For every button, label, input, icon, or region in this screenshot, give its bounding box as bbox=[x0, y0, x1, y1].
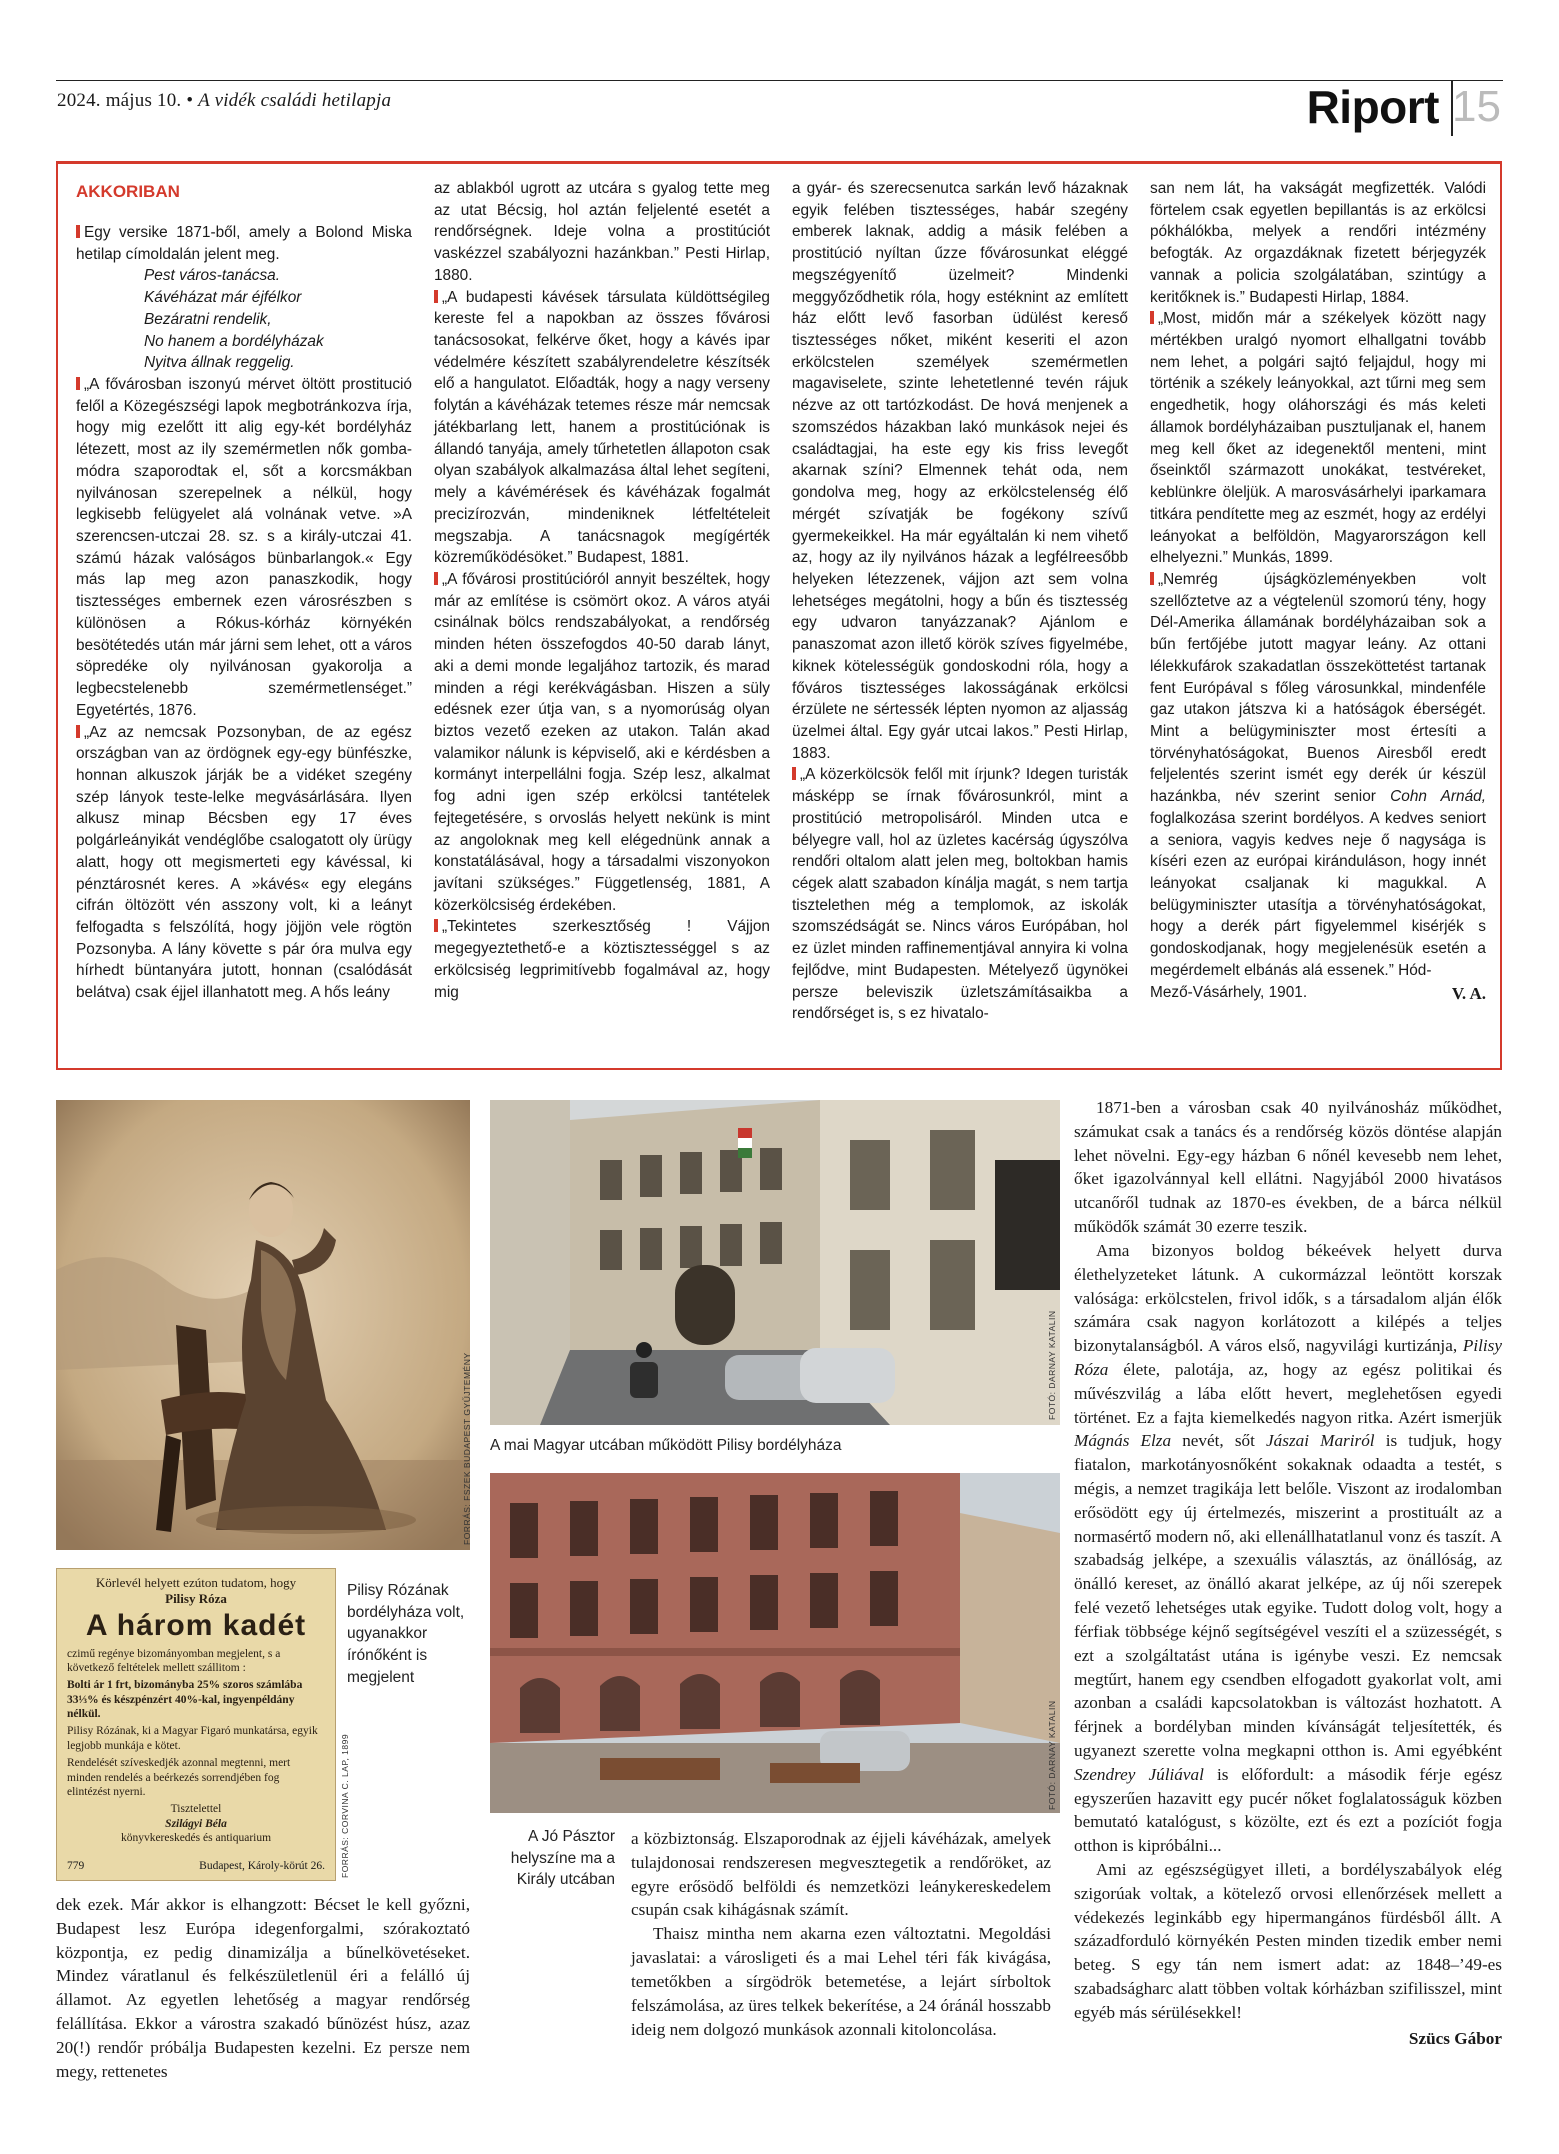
portrait-illustration bbox=[56, 1100, 470, 1550]
sidebar-poem: Pest város-tanácsa. Kávéházat már éjfélkor Bezáratni rendelik, No hanem a bordélyházak Nyitva állnak reggelig. bbox=[144, 267, 324, 372]
sidebar-paragraph: „Nemrég újságközleményekben volt szellőztetve az a végtelenül szomorú tény, hogy Dél-Amerika államának bordélyházaiban sok a bűn fertőjébe jutott magyar leány. Az ottani lélekkufárok szakadatlan összeköttetést tartanak fent Európával s főleg városunkkal, mindenféle gaz utakon játszva ki a hatóságok éberségét. Mint a belügyminiszter most értesíti a törvényhatóságokat, Buenos Airesből eredt feljelentés szerint ismét egy derék úr készül hazánkba, név szerint senior Cohn Arnád, foglalkozása szerint bordélyos. A kedves seniort a seniora, vagyis kedves neje ő nagysága is kíséri ezen az európai kiránduláson, hogy innét leányokat csaljanak ki magukkal. A belügyminiszter utasítja a törvényhatóságokat, hogy a derék párt figyelemmel kisérjék s gondoskodjanak, hogy megjelenésük esetén a megérdemelt elbánás alá essenek.” Hód- bbox=[1150, 570, 1486, 979]
body-paragraph: Ami az egészségügyet illeti, a bordélyszabályok elég szigorúak voltak, a kötelező orvosi ellenőrzések mellett a védekezés leginkább egy hipermangános fürdésből állt. A századforduló környékén Pesten minden tizedik ember nemi beteg. S egy tán nem ismert adat: az 1848–’49-es szabadságharc alatt többen voltak kórházban szifilisszel, mint egyéb más sérülésekkel! bbox=[1074, 1860, 1502, 2022]
sidebar-column-2 bbox=[434, 178, 770, 1058]
street-photo-magyar-utca bbox=[490, 1100, 1060, 1425]
sidebar-box bbox=[56, 161, 1502, 1070]
sidebar-paragraph: „Most, midőn már a székelyek között nagy mértékben uralgó nyomort elhallgatni tovább nem lehet, a polgári sajtó feljajdul, hogy mi történik a székely leányokkal, azt tűrni meg sem engedhetik, hogy oláhországi és más keleti államok bordélyházaiban pusztuljanak el, hanem meg kell őket az idegenektől menteni, mint őseinktől származott unokákat, testvéreket, keblünkre öleljük. A marosvásárhelyi iparkamara titkára pendítette meg az eszmét, hogy az erdélyi leányokat a belföldön, Magyarországon kell elhelyezni.” Munkás, 1899. bbox=[1150, 310, 1486, 567]
sidebar-column-4 bbox=[1150, 178, 1486, 1058]
sidebar-paragraph: a gyár- és szerecsenutca sarkán levő házaknak egyik felében tisztességes, habár szegény emberek laknak, addig a másik felében a prostitúció nyíltan űzze fővárosunkat eléggé megszégyenítő üzelmeit? Mindenki meggyőződhetik róla, hogy estéknint az említett ház előtt levő fasorban üdülést kereső tisztességes nőket, miként keseriti el azon erkölcstelen személyek szemérmetlen magaviselete, szinte lehetetlenné tevén rájuk nézve az ott tartózkodást. De hová menjenek a szomszédos házakban lakó munkások nejei és családtagjai, ha este egy kis friss levegőt akarnak színi? Elmennek tehát oda, nem gondolva meg, hogy az erkölcstelenség élő mérgét szívatják be fogékony szívű gyermekeikkel. Ha már egyáltalán ki nem vihető az, hogy az ily nyilvános házak a legféIreesőbb helyeken létezzenek, vájjon azt sem volna lehetséges megátolni, hogy a bűn és tisztesség egy udvaron tanyázzanak? Ajánlom e panaszomat azon illető körök szíves figyelmébe, kiknek kötelességük gondoskodni róla, hogy a főváros tisztességes lakosságának erkölcsi érzülete ne sértessék lépten nyomon az aljasság üzelmei által. Egy gyár utcai lakos.” Pesti Hirlap, 1883. bbox=[792, 180, 1128, 762]
sidebar-paragraph: az ablakból ugrott az utcára s gyalog tette meg az utat Bécsig, hol aztán feljelenté esetét a rendőrségnek. Ideje volna a prostitúciót vaskézzel szabályozni hazánkban.” Pesti Hirlap, 1880. bbox=[434, 180, 770, 284]
street-photo-kiraly-utca bbox=[490, 1473, 1060, 1813]
sidebar-paragraph: „A fővárosban iszonyú mérvet öltött prostitució felől a Közegészségi lapok megbotránkozva írja, hogy mig ezelőtt itt alig egy-két bordélyház létezett, most az ily szemérmetlen nők gomba-módra szaporodtak el, sőt a korcsmákban nyilvánosan szerepelnek a nélkül, hogy legkisebb felügyelet alá volnának vetve. »A szerencsen-utczai 28. sz. s a király-utczai 41. számú házak valóságos bünbarlangok.« Egy más lap meg azon panaszkodik, hogy tisztességes embernek ezen városrészben s különösen a Rókus-kórház környékén besötétedés után már járni sem lehet, ott a város söpredéke oly nyilvánosan gyakorolja a legbecstelenebb szemérmetlenséget.” Egyetértés, 1876. bbox=[76, 376, 412, 719]
issue-date-line: 2024. május 10. • A vidék családi hetilapja bbox=[57, 90, 392, 111]
sidebar-paragraph: „Az az nemcsak Pozsonyban, de az egész országban van az ördögnek egy-egy bünfészke, honnan alkuszok járják be a vidéket szegény szép lányok teste-lelke megvásárlására. Ilyen alkusz minap Bécsben egy 17 éves polgárleányikát vendéglőbe csalogatott oly ürügy alatt, hogy ott megismerteti egy kávéssal, ki pénztárosnét keres. A »kávés« egy elegáns cifrán öltözött vén asszony volt, ki a leányt felfogadta s felszólítá, hogy jöjjön vele rögtön Pozsonyba. A lány követte s pár óra mulva egy hírhedt büntanyára jutott, honnan (csalódását belátva) csak éjjel illanhatott meg. A hős leány bbox=[76, 723, 412, 1002]
body-column-left bbox=[56, 1893, 470, 2084]
sidebar-title: AKKORIBAN bbox=[76, 182, 180, 201]
ad-text: Tisztelettel bbox=[170, 1803, 222, 1816]
header-rule bbox=[56, 80, 1503, 81]
ad-text: Rendelését szíveskedjék azonnal megtenni, mert minden rendelés a beérkezés sorrendjében fog elintézést nyerni. bbox=[67, 1757, 291, 1798]
section-title: Riport bbox=[1306, 81, 1439, 133]
ad-text: Szilágyi Béla bbox=[165, 1817, 227, 1830]
photo-credit: FORRÁS: CORVINA C. LAP, 1899 bbox=[340, 1733, 350, 1878]
photo-credit: FORRÁS: FSZEK BUDAPEST GYŰJTEMÉNY bbox=[462, 1352, 472, 1545]
advertisement-clipping bbox=[56, 1568, 336, 1881]
sidebar-paragraph: „Tekintetes szerkesztőség ! Vájjon megegyeztethető-e a köztisztességgel s az erkölcsiség legprimitívebb fogalmával az, hogy mig bbox=[434, 918, 770, 1001]
ad-text: könyvkereskedés és antiquarium bbox=[120, 1832, 272, 1845]
ad-title: A három kadét bbox=[85, 1608, 307, 1642]
page-number: 15 bbox=[1452, 82, 1501, 131]
photo-credit: FOTÓ: DARNAY KATALIN bbox=[1047, 1310, 1057, 1420]
street2-caption: A Jó Pásztor helyszíne ma a Király utcában bbox=[510, 1828, 615, 1889]
body-paragraph: Thaisz mintha nem akarna ezen változtatni. Megoldási javaslatai: a városligeti és a mai Lehel téri fák kivágása, temetőkben a sírgödrök betemetése, a lejárt sírboltok felszámolása, az üres telkek bekerítése, a 24 óránál hosszabb ideig nem dolgozó munkások azonnali kitoloncolása. bbox=[631, 1924, 1051, 2039]
ad-text: Pilisy Rózának, ki a Magyar Figaró munkatársa, egyik legjobb munkája e kötet. bbox=[67, 1725, 318, 1752]
sidebar-paragraph: „A közerkölcsök felől mit írjunk? Idegen turisták másképp se írnak fővárosunkról, mint a prostitúció metropolisáról. Minden utca e bélyegre vall, hol az üzletes kacérság úgyszólva rendőri oltalom alatt jelen meg, boltokban hamis cégek alatt szabadon kínálja magát, s nem tartja tisztelethen még a templomok, az iskolák szomszédságát se. Nincs város Európában, hol ez üzlet minden raffinementjával annyira ki volna fejlődve, mint Budapesten. Mételyező ügynökei persze beleviszik üzletszámításaikba a rendőrséget is, s ez hivatalo- bbox=[792, 766, 1128, 1023]
body-column-right bbox=[1074, 1096, 1502, 2051]
sidebar-column-3 bbox=[792, 178, 1128, 1058]
ad-caption: Pilisy Rózának bordélyháza volt, ugyanakkor írónőként is megjelent bbox=[347, 1582, 465, 1686]
ad-text: Pilisy Róza bbox=[165, 1590, 227, 1606]
body-paragraph: 1871-ben a városban csak 40 nyilvánosház működhet, számukat csak a tanács és a rendőrség közös döntése alapján lehet növelni. Egy-egy házban 6 nőnél kevesebb nem lehet, őket igazolvánnyal kell ellátni. Nagyjából 2000 hivatásos utcanőről tudnak az 1870-es években, de a bárca nélkül működők számát 30 ezerre teszik. bbox=[1074, 1098, 1502, 1237]
portrait-photo bbox=[56, 1100, 470, 1550]
ad-text: Körlevél helyett ezúton tudatom, hogy bbox=[95, 1575, 297, 1590]
sidebar-signature-line: Mező-Vásárhely, 1901. V. A. bbox=[1150, 982, 1486, 1006]
photo-credit: FOTÓ: DARNAY KATALIN bbox=[1047, 1700, 1057, 1810]
sidebar-paragraph: san nem lát, ha vakságát megfizették. Valódi förtelem csak egyetlen bepillantás is az erkölcsi pókhálókba, melyek a rendőri intézmény befogták. Az orgazdáknak fizetett bérjegyzék vannak a policia szolgálatában, szintúgy a keritőknek is.” Budapesti Hirlap, 1884. bbox=[1150, 180, 1486, 306]
street1-caption: A mai Magyar utcában működött Pilisy bordélyháza bbox=[490, 1437, 842, 1454]
body-paragraph: dek ezek. Már akkor is elhangzott: Bécset le kell győzni, Budapest lesz Európa idegenforgalmi, szórakoztató központja, ez pedig dinamizálja a bűnelkövetéseket. Mindez váratlanul és felkészületlenül éri a felálló új államot. Az egyetlen lehetőség a magyar rendőrség felállítása. Ekkor a várostra szakadó bűnözést húsz, azaz 20(!) rendőr próbálja Budapesten kezelni. Ez persze nem megy, rettenetes bbox=[56, 1895, 470, 2081]
sidebar-column-1 bbox=[76, 178, 412, 1058]
body-paragraph: Ama bizonyos boldog békeévek helyett durva élethelyzeteket látunk. A cukormázzal leöntött korszak valósága: erkölcstelen, frivol idők, s a társadalom alján élők számára csak nagyon korlátozott a kilépés a teljes bizonytalanságból. A város első, nagyvilági kurtizánja, Pilisy Róza élete, palotája, az, hogy az egész politikai és művészvilág a lába előtt hevert, meglehetősen egyedi történet. Ez a fajta kiemelkedés nagyon ritka. Azért ismerjük Mágnás Elza nevét, sőt Jászai Mariról is tudjuk, hogy fiatalon, markotányosnőként sokaknak odaadta a testét, s mégis, a nemzet tragikája lett belőle. Viszont az irodalomban erősödött egy új értelmezés, miszerint a prostituált az a normasértő modern nő, aki ellenállhatatlanul vonz és taszít. A szabadság jelképe, a szexuális választás, az önállóság, az önálló kereset, az önálló akarat jelképe, az új női szerepek felé vezető lehetséges utak egyike. Tudott dolog volt, hogy a férfiak többsége kéjnő segítségével veszíti el a szüzességét, s ezt a szolgáltatást utána is igénybe veszi. Ez nemcsak megtűrt, hanem egy csendben elfogadott gyakorlat volt, ami azonban a családi kapcsolatokban is változást hozhatott. A férjnek a bordélyban minden kívánságát teljesítették, és ugyanezt szerette volna megkapni otthon is. Ami egyébként Szendrey Júliával is előfordult: a második férje egész egyszerűen hazavitt egy pucér nőket foglalatosságuk közben bemutató katalógust, s közölte, ezt és ezt a pozíciót fogja otthon is kipróbálni... bbox=[1074, 1240, 1503, 1856]
ad-text: Bolti ár 1 frt, bizományba 25% szoros számlába 33⅓% és készpénzért 40%-kal, ingyenpéldány nélkül. bbox=[67, 1679, 303, 1721]
sidebar-paragraph: „A budapesti kávések társulata küldöttségileg kereste fel a napokban az összes fővárosi tanácsosokat, felkérve őket, hogy a kávés ipar védelmére készített szabályrendeletre készítsék elő a hangulatot. Előadták, hogy a nagy verseny folytán a kávéházak tetemes része már nemcsak játékbarlang lett, hanem a prostitúciónak is állandó tanyája, amely tűrhetetlen állapoton csak olyan szabályok alkalmazása által lehet segíteni, mely a kávémérések és kávéházak fogalmát precizírozván, mindeniknek létfeltételeit megszabja. A tanácsnagok megígérték közreműködésöket.” Budapest, 1881. bbox=[434, 288, 770, 567]
sidebar-paragraph: Egy versike 1871-ből, amely a Bolond Miska hetilap címoldalán jelent meg. bbox=[76, 223, 412, 263]
article-author: Szücs Gábor bbox=[1408, 2028, 1502, 2048]
body-column-middle bbox=[631, 1827, 1051, 2041]
sidebar-signature: V. A. bbox=[1451, 983, 1486, 1003]
ad-footer: 779 Budapest, Károly-körút 26. bbox=[67, 1860, 325, 1872]
ad-text: czimű regénye bizományomban megjelent, s a következő feltételek mellett szállitom : bbox=[67, 1647, 281, 1674]
body-paragraph: a közbiztonság. Elszaporodnak az éjjeli kávéházak, amelyek tulajdonosai rendszeresen megvesztegetik a rendőröket, az egyre erősödő belföldi és nemzetközi leánykereskedelem csupán csak kihágásnak számít. bbox=[631, 1829, 1051, 1920]
sidebar-paragraph: „A fővárosi prostitúcióról annyit beszéltek, hogy már az említése is csömört okoz. A város atyái csinálnak bölcs rendszabályokat, a rendőrség minden héten összefogdos 40-50 darab lányt, aki a demi monde legaljához tartozik, és marad minden a régi kerékvágásban. Hiszen a süly edésnek ezer útja van, s a nyomorúság olyan biztos vezető ezeken az utakon. Talán akad valamikor nálunk is képviselő, aki e kérdésben a kormányt interpellálni fogja. Szép lesz, alkalmat fog adni igen szép erkölcsi tantételek fejtegetésére, s orvoslás helyett nekünk is mint az angoloknak meg kell elégednünk annak a konstatálásával, hogy a társadalmi viszonyokon javítani szükséges.” Függetlenség, 1881, A közerkölcsiség érdekében. bbox=[434, 570, 770, 914]
